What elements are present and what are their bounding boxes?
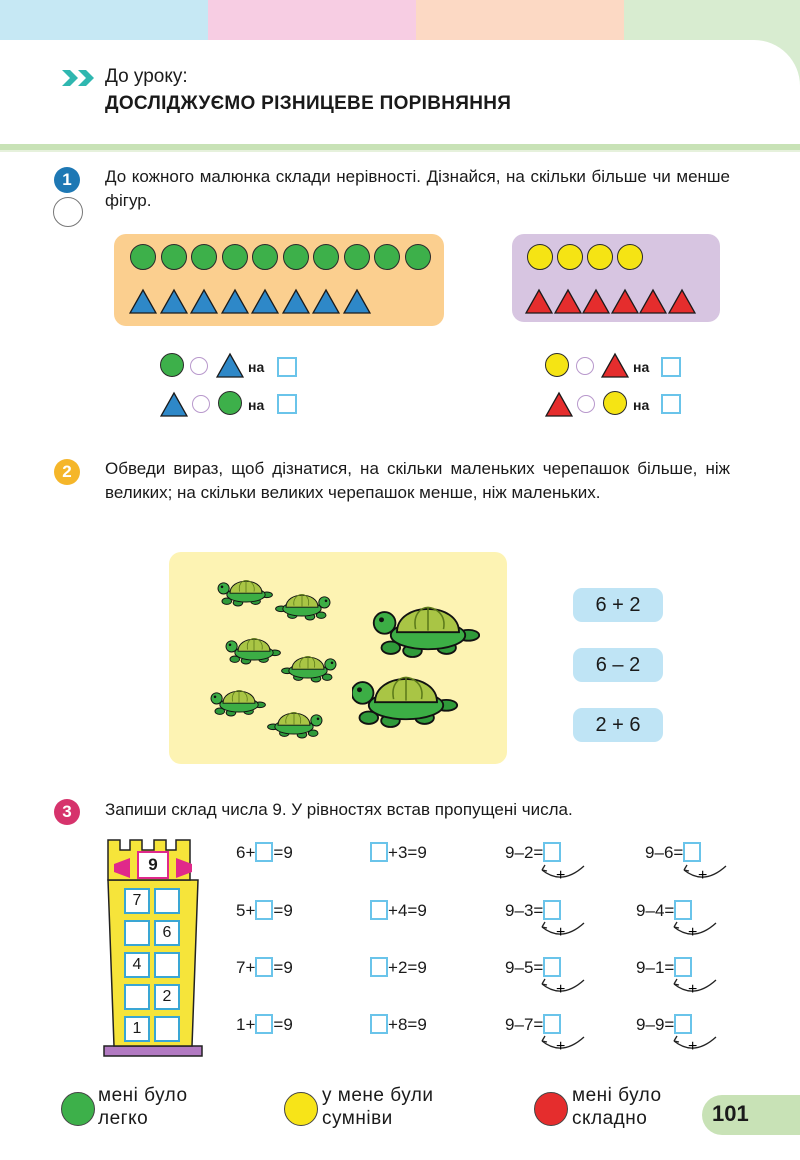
panel-triangle-icon bbox=[343, 288, 371, 314]
panel-circle-icon bbox=[374, 244, 400, 270]
check-arc-icon bbox=[538, 862, 588, 886]
panel-circle-icon bbox=[222, 244, 248, 270]
equation: 9–9= bbox=[636, 1014, 692, 1035]
task-number-badge: 3 bbox=[54, 799, 80, 825]
check-arc-icon bbox=[538, 1033, 588, 1057]
panel-circle-icon bbox=[617, 244, 643, 270]
answer-box[interactable] bbox=[543, 900, 561, 920]
equation: 5+ =9 bbox=[236, 901, 293, 920]
panel-triangle-icon bbox=[582, 288, 610, 314]
answer-box[interactable] bbox=[277, 357, 297, 377]
small-turtle-icon bbox=[262, 696, 332, 744]
hard-face-circle[interactable] bbox=[534, 1092, 568, 1126]
answer-box[interactable] bbox=[683, 842, 701, 862]
tower-cell[interactable]: 1 bbox=[124, 1016, 150, 1042]
panel-circle-icon bbox=[587, 244, 613, 270]
panel-circle-icon bbox=[344, 244, 370, 270]
answer-box[interactable] bbox=[543, 842, 561, 862]
panel-circle-icon bbox=[313, 244, 339, 270]
answer-box[interactable] bbox=[370, 842, 388, 862]
check-arc-icon bbox=[680, 862, 730, 886]
small-turtle-icon bbox=[274, 640, 344, 688]
red-triangle-icon bbox=[601, 352, 629, 378]
doubt-face-circle[interactable] bbox=[284, 1092, 318, 1126]
compare-sign-circle[interactable] bbox=[577, 395, 595, 413]
panel-triangle-icon bbox=[160, 288, 188, 314]
panel-triangle-icon bbox=[611, 288, 639, 314]
big-turtle-icon bbox=[370, 586, 480, 658]
blue-triangle-icon bbox=[160, 391, 188, 417]
equation: +3=9 bbox=[370, 842, 427, 863]
green-circle-icon bbox=[160, 353, 184, 377]
answer-box[interactable] bbox=[543, 1014, 561, 1034]
green-circle-icon bbox=[218, 391, 242, 415]
equation: 9–1= bbox=[636, 957, 692, 978]
equation: 6+ =9 bbox=[236, 843, 293, 862]
panel-circle-icon bbox=[283, 244, 309, 270]
equation: +8=9 bbox=[370, 1014, 427, 1035]
panel-triangle-icon bbox=[668, 288, 696, 314]
panel-triangle-icon bbox=[639, 288, 667, 314]
panel-triangle-icon bbox=[221, 288, 249, 314]
svg-text:+: + bbox=[698, 867, 708, 884]
panel-triangle-icon bbox=[312, 288, 340, 314]
page-number: 101 bbox=[712, 1101, 749, 1126]
answer-box[interactable] bbox=[255, 900, 273, 920]
equation: 9–5= bbox=[505, 957, 561, 978]
answer-box[interactable] bbox=[674, 900, 692, 920]
equation: +2=9 bbox=[370, 957, 427, 978]
task-number-badge: 1 bbox=[54, 167, 80, 193]
top-tab-blue bbox=[0, 0, 208, 42]
task3-text: Запиши склад числа 9. У рівностях встав пропущені числа. bbox=[105, 800, 573, 819]
equation: 9–3= bbox=[505, 900, 561, 921]
yellow-circle-icon bbox=[545, 353, 569, 377]
na-label: на bbox=[248, 359, 265, 375]
panel-triangle-icon bbox=[129, 288, 157, 314]
expression-option[interactable]: 2 + 6 bbox=[573, 708, 663, 742]
tower-cell[interactable] bbox=[124, 984, 150, 1010]
check-arc-icon bbox=[538, 919, 588, 943]
answer-box[interactable] bbox=[370, 1014, 388, 1034]
answer-box[interactable] bbox=[661, 394, 681, 414]
top-tab-orange bbox=[416, 0, 624, 42]
equation: 1+ =9 bbox=[236, 1015, 293, 1034]
answer-box[interactable] bbox=[674, 957, 692, 977]
answer-box[interactable] bbox=[255, 957, 273, 977]
header-divider-light bbox=[0, 150, 800, 152]
task2-text: Обведи вираз, щоб дізнатися, на скільки маленьких черепашок більше, ніж великих; на скільки великих черепашок менше, ніж маленьких. bbox=[105, 459, 730, 502]
small-turtle-icon bbox=[270, 578, 340, 626]
task1-text: До кожного малюнка склади нерівності. Дізнайся, на скільки більше чи менше фігур. bbox=[105, 167, 730, 210]
answer-box[interactable] bbox=[370, 900, 388, 920]
double-chevron-icon bbox=[62, 68, 100, 88]
tower-cell[interactable] bbox=[154, 952, 180, 978]
task-number-badge: 2 bbox=[54, 459, 80, 485]
check-arc-icon bbox=[670, 919, 720, 943]
panel-circle-icon bbox=[252, 244, 278, 270]
svg-text:+: + bbox=[688, 981, 698, 998]
tower-cell[interactable] bbox=[154, 888, 180, 914]
yellow-circle-icon bbox=[603, 391, 627, 415]
big-turtle-icon bbox=[352, 656, 462, 728]
feedback-hard-label: мені було складно bbox=[572, 1085, 662, 1129]
check-arc-icon bbox=[538, 976, 588, 1000]
tower-cell[interactable]: 2 bbox=[154, 984, 180, 1010]
panel-circle-icon bbox=[191, 244, 217, 270]
top-tab-pink bbox=[208, 0, 416, 42]
check-arc-icon bbox=[670, 1033, 720, 1057]
svg-text:+: + bbox=[688, 1038, 698, 1055]
panel-triangle-icon bbox=[282, 288, 310, 314]
svg-text:+: + bbox=[688, 924, 698, 941]
svg-text:+: + bbox=[556, 924, 566, 941]
panel-circle-icon bbox=[527, 244, 553, 270]
red-triangle-icon bbox=[545, 391, 573, 417]
tower-top-number: 9 bbox=[148, 855, 158, 874]
equation: 9–2= bbox=[505, 842, 561, 863]
answer-box[interactable] bbox=[277, 394, 297, 414]
blue-triangle-icon bbox=[216, 352, 244, 378]
panel-triangle-icon bbox=[251, 288, 279, 314]
na-label: на bbox=[633, 397, 650, 413]
tower-cell[interactable]: 4 bbox=[124, 952, 150, 978]
task-check-circle[interactable] bbox=[53, 197, 83, 227]
panel-circle-icon bbox=[130, 244, 156, 270]
na-label: на bbox=[633, 359, 650, 375]
answer-box[interactable] bbox=[674, 1014, 692, 1034]
tower-cell[interactable]: 7 bbox=[124, 888, 150, 914]
tower-cell[interactable] bbox=[124, 920, 150, 946]
answer-box[interactable] bbox=[255, 842, 273, 862]
panel-circle-icon bbox=[557, 244, 583, 270]
equation: 9–4= bbox=[636, 900, 692, 921]
check-arc-icon bbox=[670, 976, 720, 1000]
answer-box[interactable] bbox=[370, 957, 388, 977]
compare-sign-circle[interactable] bbox=[192, 395, 210, 413]
feedback-doubt-label: у мене були сумніви bbox=[322, 1085, 434, 1129]
answer-box[interactable] bbox=[543, 957, 561, 977]
equation: 9–7= bbox=[505, 1014, 561, 1035]
panel-triangle-icon bbox=[190, 288, 218, 314]
equation: 9–6= bbox=[645, 842, 701, 863]
tower-cell[interactable]: 6 bbox=[154, 920, 180, 946]
lesson-pre-title: До уроку: bbox=[105, 66, 188, 87]
equation: 7+ =9 bbox=[236, 958, 293, 977]
svg-text:+: + bbox=[556, 1038, 566, 1055]
tower-cell[interactable] bbox=[154, 1016, 180, 1042]
equation: +4=9 bbox=[370, 900, 427, 921]
panel-circle-icon bbox=[161, 244, 187, 270]
panel-triangle-icon bbox=[554, 288, 582, 314]
svg-text:+: + bbox=[556, 867, 566, 884]
svg-text:+: + bbox=[556, 981, 566, 998]
expression-option[interactable]: 6 – 2 bbox=[573, 648, 663, 682]
compare-sign-circle[interactable] bbox=[576, 357, 594, 375]
easy-face-circle[interactable] bbox=[61, 1092, 95, 1126]
expression-option[interactable]: 6 + 2 bbox=[573, 588, 663, 622]
answer-box[interactable] bbox=[661, 357, 681, 377]
answer-box[interactable] bbox=[255, 1014, 273, 1034]
feedback-easy-label: мені було легко bbox=[98, 1085, 188, 1129]
panel-circle-icon bbox=[405, 244, 431, 270]
na-label: на bbox=[248, 397, 265, 413]
lesson-title: ДОСЛІДЖУЄМО РІЗНИЦЕВЕ ПОРІВНЯННЯ bbox=[105, 93, 512, 114]
compare-sign-circle[interactable] bbox=[190, 357, 208, 375]
panel-triangle-icon bbox=[525, 288, 553, 314]
